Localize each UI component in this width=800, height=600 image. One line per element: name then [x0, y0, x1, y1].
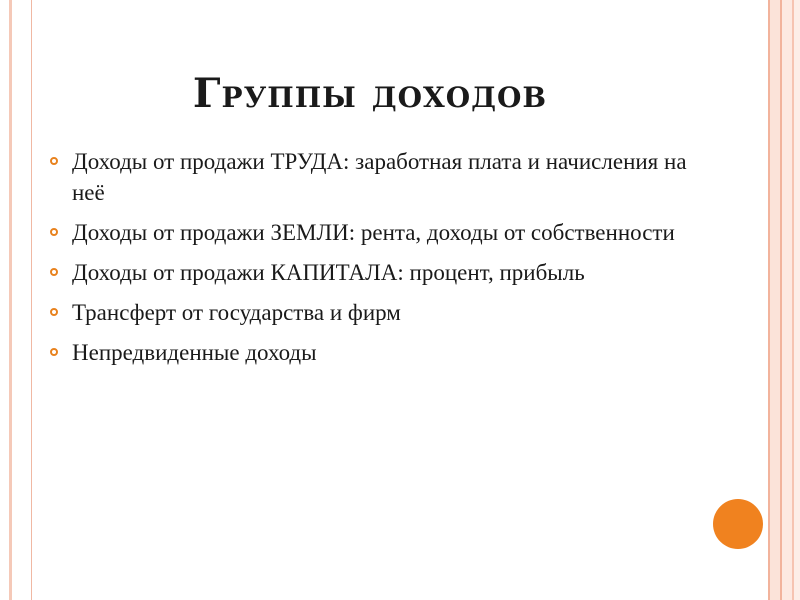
bullet-circle-icon: [50, 348, 58, 356]
bullet-circle-icon: [50, 228, 58, 236]
bullet-text: Трансферт от государства и фирм: [72, 300, 401, 325]
bullet-item: [48, 257, 688, 288]
slide-title: Группы доходов: [192, 70, 548, 117]
bullet-list: [48, 146, 688, 377]
bullet-text: Непредвиденные доходы: [72, 340, 317, 365]
bullet-item: [48, 217, 688, 248]
left-divider-line: [31, 0, 32, 600]
bullet-circle-icon: [50, 268, 58, 276]
bullet-circle-icon: [50, 308, 58, 316]
left-decorative-stripe: [0, 0, 34, 600]
bullet-text: Доходы от продажи ЗЕМЛИ: рента, доходы от собственности: [72, 220, 675, 245]
bullet-text: Доходы от продажи ТРУДА: заработная плата и начисления на неё: [72, 149, 687, 205]
bullet-text: Доходы от продажи КАПИТАЛА: процент, прибыль: [72, 260, 585, 285]
orange-accent-circle: [713, 499, 763, 549]
bullet-circle-icon: [50, 157, 58, 165]
bullet-item: [48, 337, 688, 368]
bullet-item: [48, 146, 688, 208]
bullet-item: [48, 297, 688, 328]
right-decorative-stripes: [762, 0, 800, 600]
